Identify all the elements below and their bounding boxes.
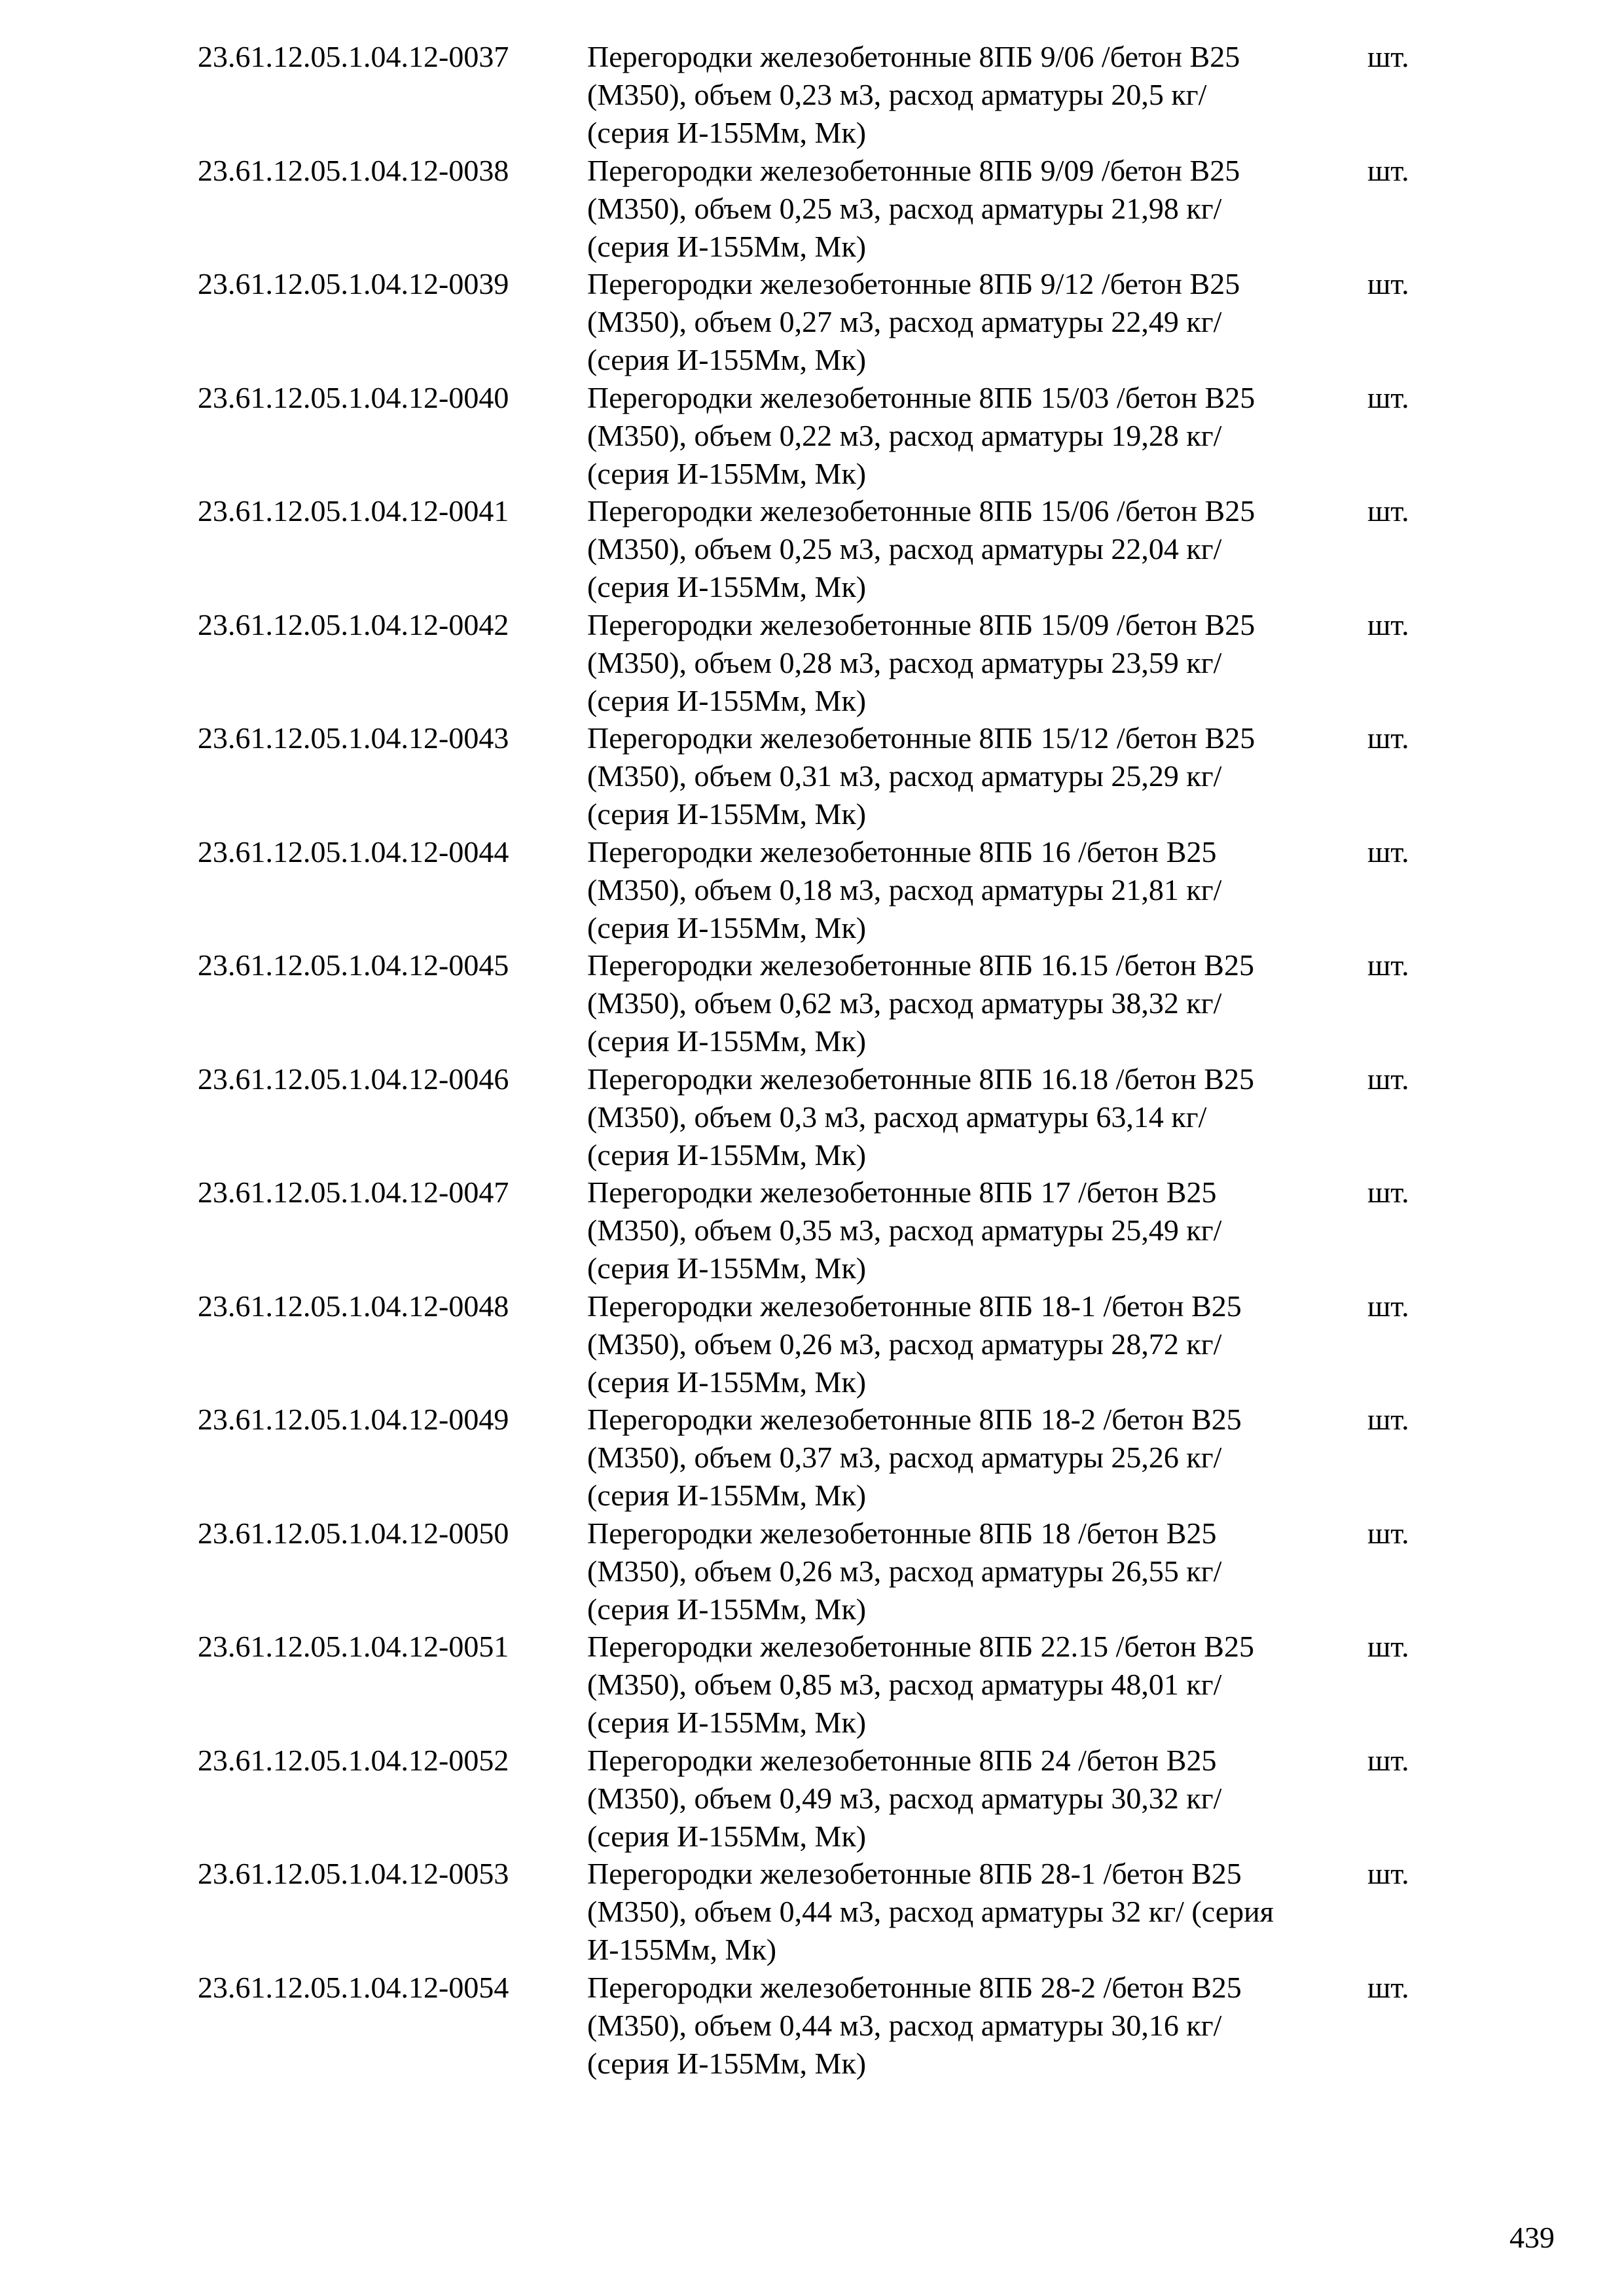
item-description	[587, 379, 1360, 493]
description-line: (М350), объем 0,3 м3, расход арматуры 63,14 кг/	[587, 1100, 1207, 1134]
item-description	[587, 833, 1360, 947]
item-code: 23.61.12.05.1.04.12-0037	[198, 40, 509, 73]
description-line: (серия И-155Мм, Мк)	[587, 1479, 867, 1512]
description-line: (М350), объем 0,49 м3, расход арматуры 30,32 кг/	[587, 1781, 1222, 1815]
description-line: (серия И-155Мм, Мк)	[587, 683, 867, 717]
description-line: (серия И-155Мм, Мк)	[587, 116, 867, 149]
description-line: Перегородки железобетонные 8ПБ 9/09 /бетон В25	[587, 153, 1240, 187]
item-description	[587, 1969, 1360, 2083]
item-description	[587, 1401, 1360, 1515]
description-line: Перегородки железобетонные 8ПБ 15/06 /бетон В25	[587, 494, 1255, 528]
description-line: (М350), объем 0,44 м3, расход арматуры 32 кг/ (серия	[587, 1895, 1274, 1928]
list-item	[0, 1855, 1624, 1969]
item-description	[587, 152, 1360, 266]
item-description	[587, 719, 1360, 833]
item-description	[587, 1515, 1360, 1628]
description-line: (М350), объем 0,37 м3, расход арматуры 25,26 кг/	[587, 1441, 1222, 1474]
description-line: Перегородки железобетонные 8ПБ 15/03 /бетон В25	[587, 380, 1255, 414]
item-code: 23.61.12.05.1.04.12-0048	[198, 1289, 509, 1323]
description-line: Перегородки железобетонные 8ПБ 17 /бетон В25	[587, 1175, 1217, 1209]
description-line: Перегородки железобетонные 8ПБ 15/09 /бетон В25	[587, 607, 1255, 641]
description-line: (серия И-155Мм, Мк)	[587, 1251, 867, 1285]
list-item	[0, 1628, 1624, 1742]
item-code: 23.61.12.05.1.04.12-0053	[198, 1857, 509, 1890]
description-line: И-155Мм, Мк)	[587, 1933, 777, 1966]
description-line: Перегородки железобетонные 8ПБ 16.18 /бетон В25	[587, 1062, 1254, 1096]
list-item	[0, 1401, 1624, 1515]
list-item	[0, 1174, 1624, 1287]
description-line: Перегородки железобетонные 8ПБ 18 /бетон В25	[587, 1516, 1217, 1550]
item-unit: шт.	[1367, 1630, 1409, 1663]
list-item	[0, 1287, 1624, 1401]
item-description	[587, 606, 1360, 720]
item-description	[587, 1742, 1360, 1856]
item-unit: шт.	[1367, 607, 1409, 641]
description-line: (М350), объем 0,31 м3, расход арматуры 25,29 кг/	[587, 759, 1222, 793]
description-line: (М350), объем 0,27 м3, расход арматуры 22,49 кг/	[587, 305, 1222, 338]
item-code: 23.61.12.05.1.04.12-0051	[198, 1630, 509, 1663]
item-code: 23.61.12.05.1.04.12-0043	[198, 721, 509, 755]
item-code: 23.61.12.05.1.04.12-0046	[198, 1062, 509, 1096]
description-line: Перегородки железобетонные 8ПБ 16 /бетон В25	[587, 834, 1217, 869]
item-unit: шт.	[1367, 1743, 1409, 1777]
list-item	[0, 719, 1624, 833]
description-line: Перегородки железобетонные 8ПБ 9/06 /бетон В25	[587, 40, 1240, 73]
list-item	[0, 946, 1624, 1060]
description-line: (серия И-155Мм, Мк)	[587, 343, 867, 376]
item-unit: шт.	[1367, 1857, 1409, 1890]
description-line: (М350), объем 0,85 м3, расход арматуры 48,01 кг/	[587, 1668, 1222, 1701]
description-line: Перегородки железобетонные 8ПБ 24 /бетон В25	[587, 1743, 1217, 1777]
item-unit: шт.	[1367, 380, 1409, 414]
list-item	[0, 1060, 1624, 1174]
description-line: Перегородки железобетонные 8ПБ 28-1 /бетон В25	[587, 1857, 1242, 1890]
item-description	[587, 1855, 1360, 1969]
description-line: (М350), объем 0,18 м3, расход арматуры 21,81 кг/	[587, 872, 1222, 906]
item-code: 23.61.12.05.1.04.12-0040	[198, 380, 509, 414]
description-line: (серия И-155Мм, Мк)	[587, 2046, 867, 2080]
description-line: (серия И-155Мм, Мк)	[587, 229, 867, 263]
description-line: Перегородки железобетонные 8ПБ 22.15 /бетон В25	[587, 1630, 1254, 1663]
description-line: (серия И-155Мм, Мк)	[587, 1592, 867, 1626]
item-unit: шт.	[1367, 1516, 1409, 1550]
item-code: 23.61.12.05.1.04.12-0045	[198, 948, 509, 982]
item-unit: шт.	[1367, 1403, 1409, 1436]
item-code: 23.61.12.05.1.04.12-0047	[198, 1175, 509, 1209]
description-line: (серия И-155Мм, Мк)	[587, 1138, 867, 1172]
item-unit: шт.	[1367, 721, 1409, 755]
price-list	[0, 38, 1624, 2082]
description-line: (М350), объем 0,22 м3, расход арматуры 19,28 кг/	[587, 418, 1222, 452]
item-unit: шт.	[1367, 40, 1409, 73]
list-item	[0, 606, 1624, 720]
item-unit: шт.	[1367, 948, 1409, 982]
item-unit: шт.	[1367, 153, 1409, 187]
description-line: Перегородки железобетонные 8ПБ 9/12 /бетон В25	[587, 267, 1240, 300]
item-code: 23.61.12.05.1.04.12-0049	[198, 1403, 509, 1436]
description-line: (М350), объем 0,28 м3, расход арматуры 23,59 кг/	[587, 645, 1222, 679]
description-line: (М350), объем 0,44 м3, расход арматуры 30,16 кг/	[587, 2008, 1222, 2042]
description-line: (М350), объем 0,62 м3, расход арматуры 38,32 кг/	[587, 986, 1222, 1020]
item-unit: шт.	[1367, 1062, 1409, 1096]
item-description	[587, 1287, 1360, 1401]
item-code: 23.61.12.05.1.04.12-0038	[198, 153, 509, 187]
description-line: Перегородки железобетонные 8ПБ 16.15 /бетон В25	[587, 948, 1254, 982]
description-line: Перегородки железобетонные 8ПБ 18-2 /бетон В25	[587, 1403, 1242, 1436]
description-line: (серия И-155Мм, Мк)	[587, 1706, 867, 1739]
description-line: (М350), объем 0,25 м3, расход арматуры 22,04 кг/	[587, 532, 1222, 565]
item-description	[587, 265, 1360, 379]
item-unit: шт.	[1367, 834, 1409, 869]
description-line: Перегородки железобетонные 8ПБ 15/12 /бетон В25	[587, 721, 1255, 755]
item-code: 23.61.12.05.1.04.12-0054	[198, 1970, 509, 2004]
item-unit: шт.	[1367, 494, 1409, 528]
list-item	[0, 833, 1624, 947]
item-unit: шт.	[1367, 1970, 1409, 2004]
item-description	[587, 492, 1360, 606]
item-description	[587, 946, 1360, 1060]
page-number: 439	[1509, 2221, 1555, 2254]
list-item	[0, 1515, 1624, 1628]
list-item	[0, 38, 1624, 152]
list-item	[0, 379, 1624, 493]
item-code: 23.61.12.05.1.04.12-0052	[198, 1743, 509, 1777]
list-item	[0, 1969, 1624, 2083]
description-line: (серия И-155Мм, Мк)	[587, 456, 867, 490]
description-line: (М350), объем 0,26 м3, расход арматуры 26,55 кг/	[587, 1554, 1222, 1588]
item-code: 23.61.12.05.1.04.12-0041	[198, 494, 509, 528]
description-line: (серия И-155Мм, Мк)	[587, 1024, 867, 1058]
item-unit: шт.	[1367, 1175, 1409, 1209]
description-line: (серия И-155Мм, Мк)	[587, 797, 867, 831]
item-code: 23.61.12.05.1.04.12-0050	[198, 1516, 509, 1550]
description-line: (М350), объем 0,26 м3, расход арматуры 28,72 кг/	[587, 1327, 1222, 1361]
list-item	[0, 1742, 1624, 1856]
item-code: 23.61.12.05.1.04.12-0042	[198, 607, 509, 641]
item-description	[587, 38, 1360, 152]
list-item	[0, 265, 1624, 379]
description-line: (М350), объем 0,25 м3, расход арматуры 21,98 кг/	[587, 191, 1222, 225]
description-line: (серия И-155Мм, Мк)	[587, 570, 867, 603]
item-code: 23.61.12.05.1.04.12-0044	[198, 834, 509, 869]
item-code: 23.61.12.05.1.04.12-0039	[198, 267, 509, 300]
item-description	[587, 1060, 1360, 1174]
list-item	[0, 152, 1624, 266]
description-line: Перегородки железобетонные 8ПБ 18-1 /бетон В25	[587, 1289, 1242, 1323]
description-line: (М350), объем 0,35 м3, расход арматуры 25,49 кг/	[587, 1213, 1222, 1247]
description-line: (серия И-155Мм, Мк)	[587, 910, 867, 944]
item-unit: шт.	[1367, 267, 1409, 300]
description-line: (М350), объем 0,23 м3, расход арматуры 20,5 кг/	[587, 78, 1207, 111]
item-description	[587, 1628, 1360, 1742]
description-line: (серия И-155Мм, Мк)	[587, 1365, 867, 1399]
description-line: Перегородки железобетонные 8ПБ 28-2 /бетон В25	[587, 1970, 1242, 2004]
item-description	[587, 1174, 1360, 1287]
list-item	[0, 492, 1624, 606]
description-line: (серия И-155Мм, Мк)	[587, 1819, 867, 1853]
item-unit: шт.	[1367, 1289, 1409, 1323]
